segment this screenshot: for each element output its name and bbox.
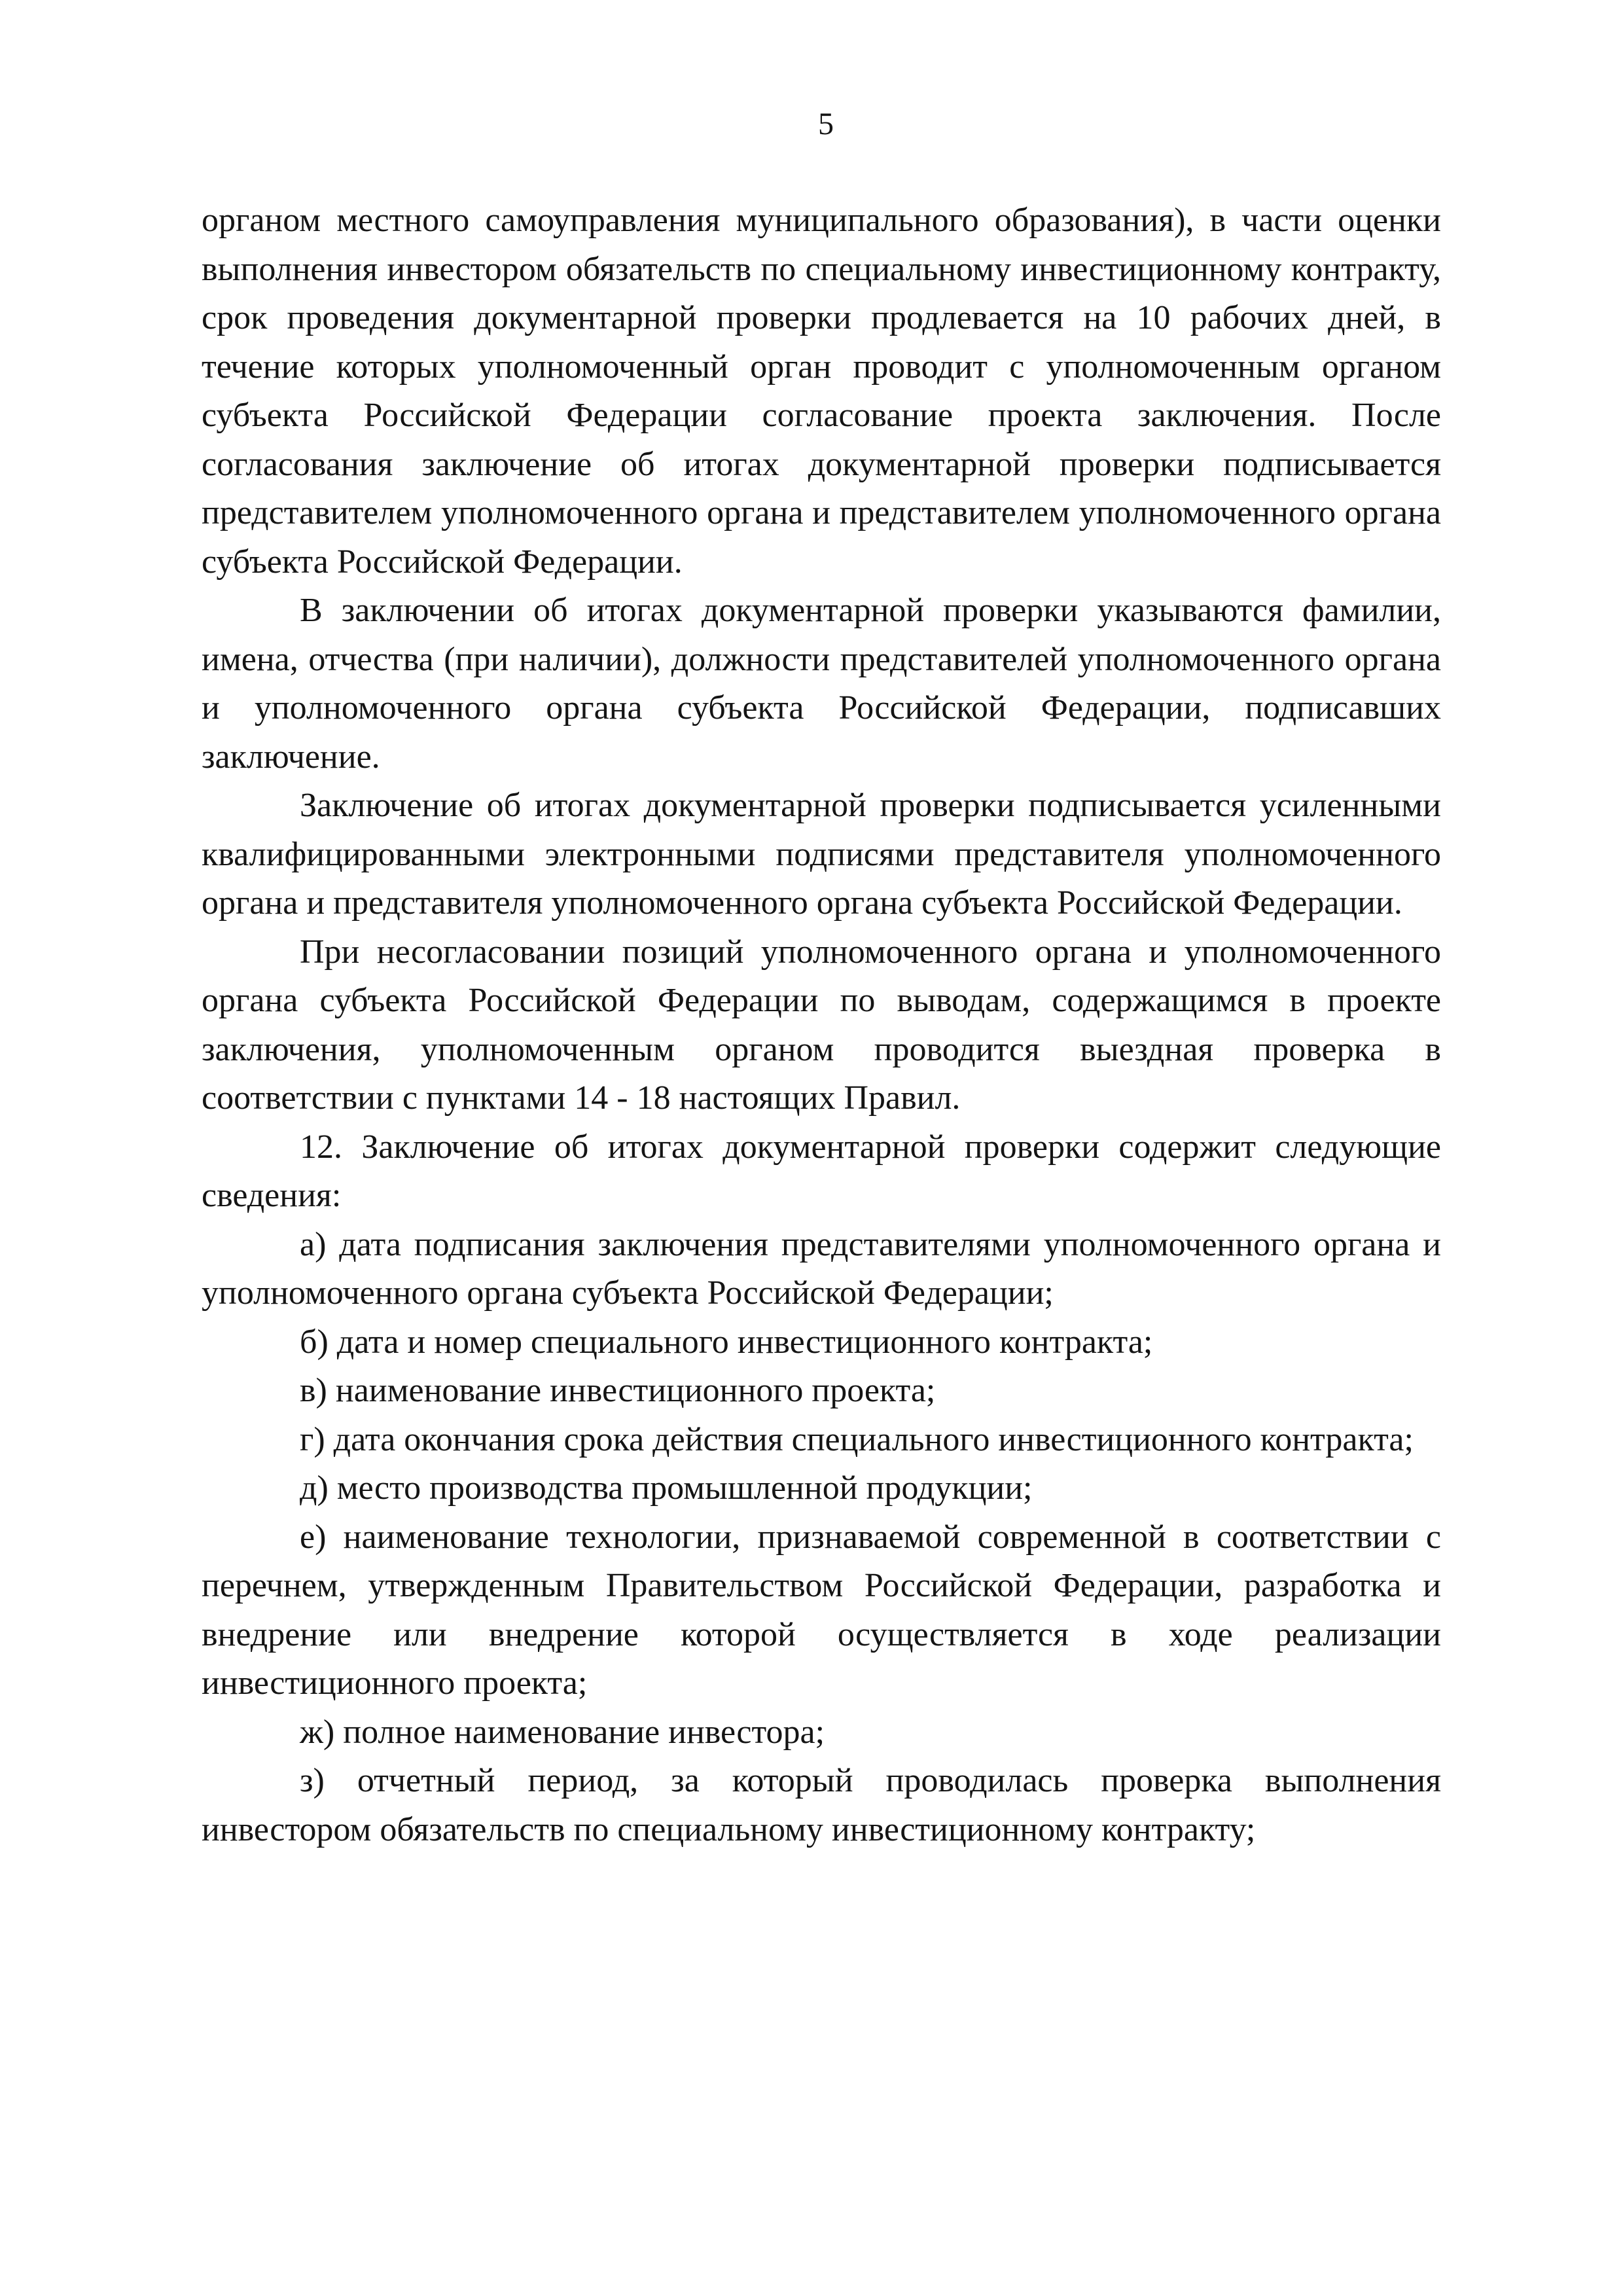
paragraph-disagreement: При несогласовании позиций уполномоченного органа и уполномоченного органа субъекта Российской Федерации по выводам, содержащимся в проекте заключения, уполномоченным органом проводится выездная проверка в соответствии с пунктами 14 - 18 настоящих Правил. <box>202 933 1441 1117</box>
paragraph-electronic-signatures: Заключение об итогах документарной проверки подписывается усиленными квалифицированными электронными подписями представителя уполномоченного органа и представителя уполномоченного органа субъекта Российской Федерации. <box>202 787 1441 922</box>
list-item-d: д) место производства промышленной продукции; <box>300 1469 1033 1507</box>
paragraph-signatories: В заключении об итогах документарной проверки указываются фамилии, имена, отчества (при наличии), должности представителей уполномоченного органа и уполномоченного органа субъекта Российской Федерации, подписавших заключение. <box>202 592 1441 776</box>
paragraph-item-12: 12. Заключение об итогах документарной проверки содержит следующие сведения: <box>202 1128 1441 1214</box>
list-item-e: е) наименование технологии, признаваемой современной в соответствии с перечнем, утвержденным Правительством Российской Федерации, разработка и внедрение или внедрение которой осуществляется в ходе реализации инвестиционного проекта; <box>202 1518 1441 1702</box>
paragraph-continuation: органом местного самоуправления муниципального образования), в части оценки выполнения инвестором обязательств по специальному инвестиционному контракту, срок проведения документарной проверки продлевается на 10 рабочих дней, в течение которых уполномоченный орган проводит с уполномоченным органом субъекта Российской Федерации согласование проекта заключения. После согласования заключение об итогах документарной проверки подписывается представителем уполномоченного органа и представителем уполномоченного органа субъекта Российской Федерации. <box>202 202 1441 581</box>
list-item-zh: ж) полное наименование инвестора; <box>300 1713 825 1751</box>
list-item-b: б) дата и номер специального инвестиционного контракта; <box>300 1323 1153 1361</box>
list-item-z: з) отчетный период, за который проводилась проверка выполнения инвестором обязательств по специальному инвестиционному контракту; <box>202 1762 1441 1848</box>
page-number: 5 <box>818 107 834 141</box>
list-item-g: г) дата окончания срока действия специального инвестиционного контракта; <box>300 1420 1414 1458</box>
list-item-v: в) наименование инвестиционного проекта; <box>300 1372 936 1409</box>
list-item-a: а) дата подписания заключения представителями уполномоченного органа и уполномоченного органа субъекта Российской Федерации; <box>202 1225 1441 1312</box>
document-body <box>202 196 1441 1854</box>
